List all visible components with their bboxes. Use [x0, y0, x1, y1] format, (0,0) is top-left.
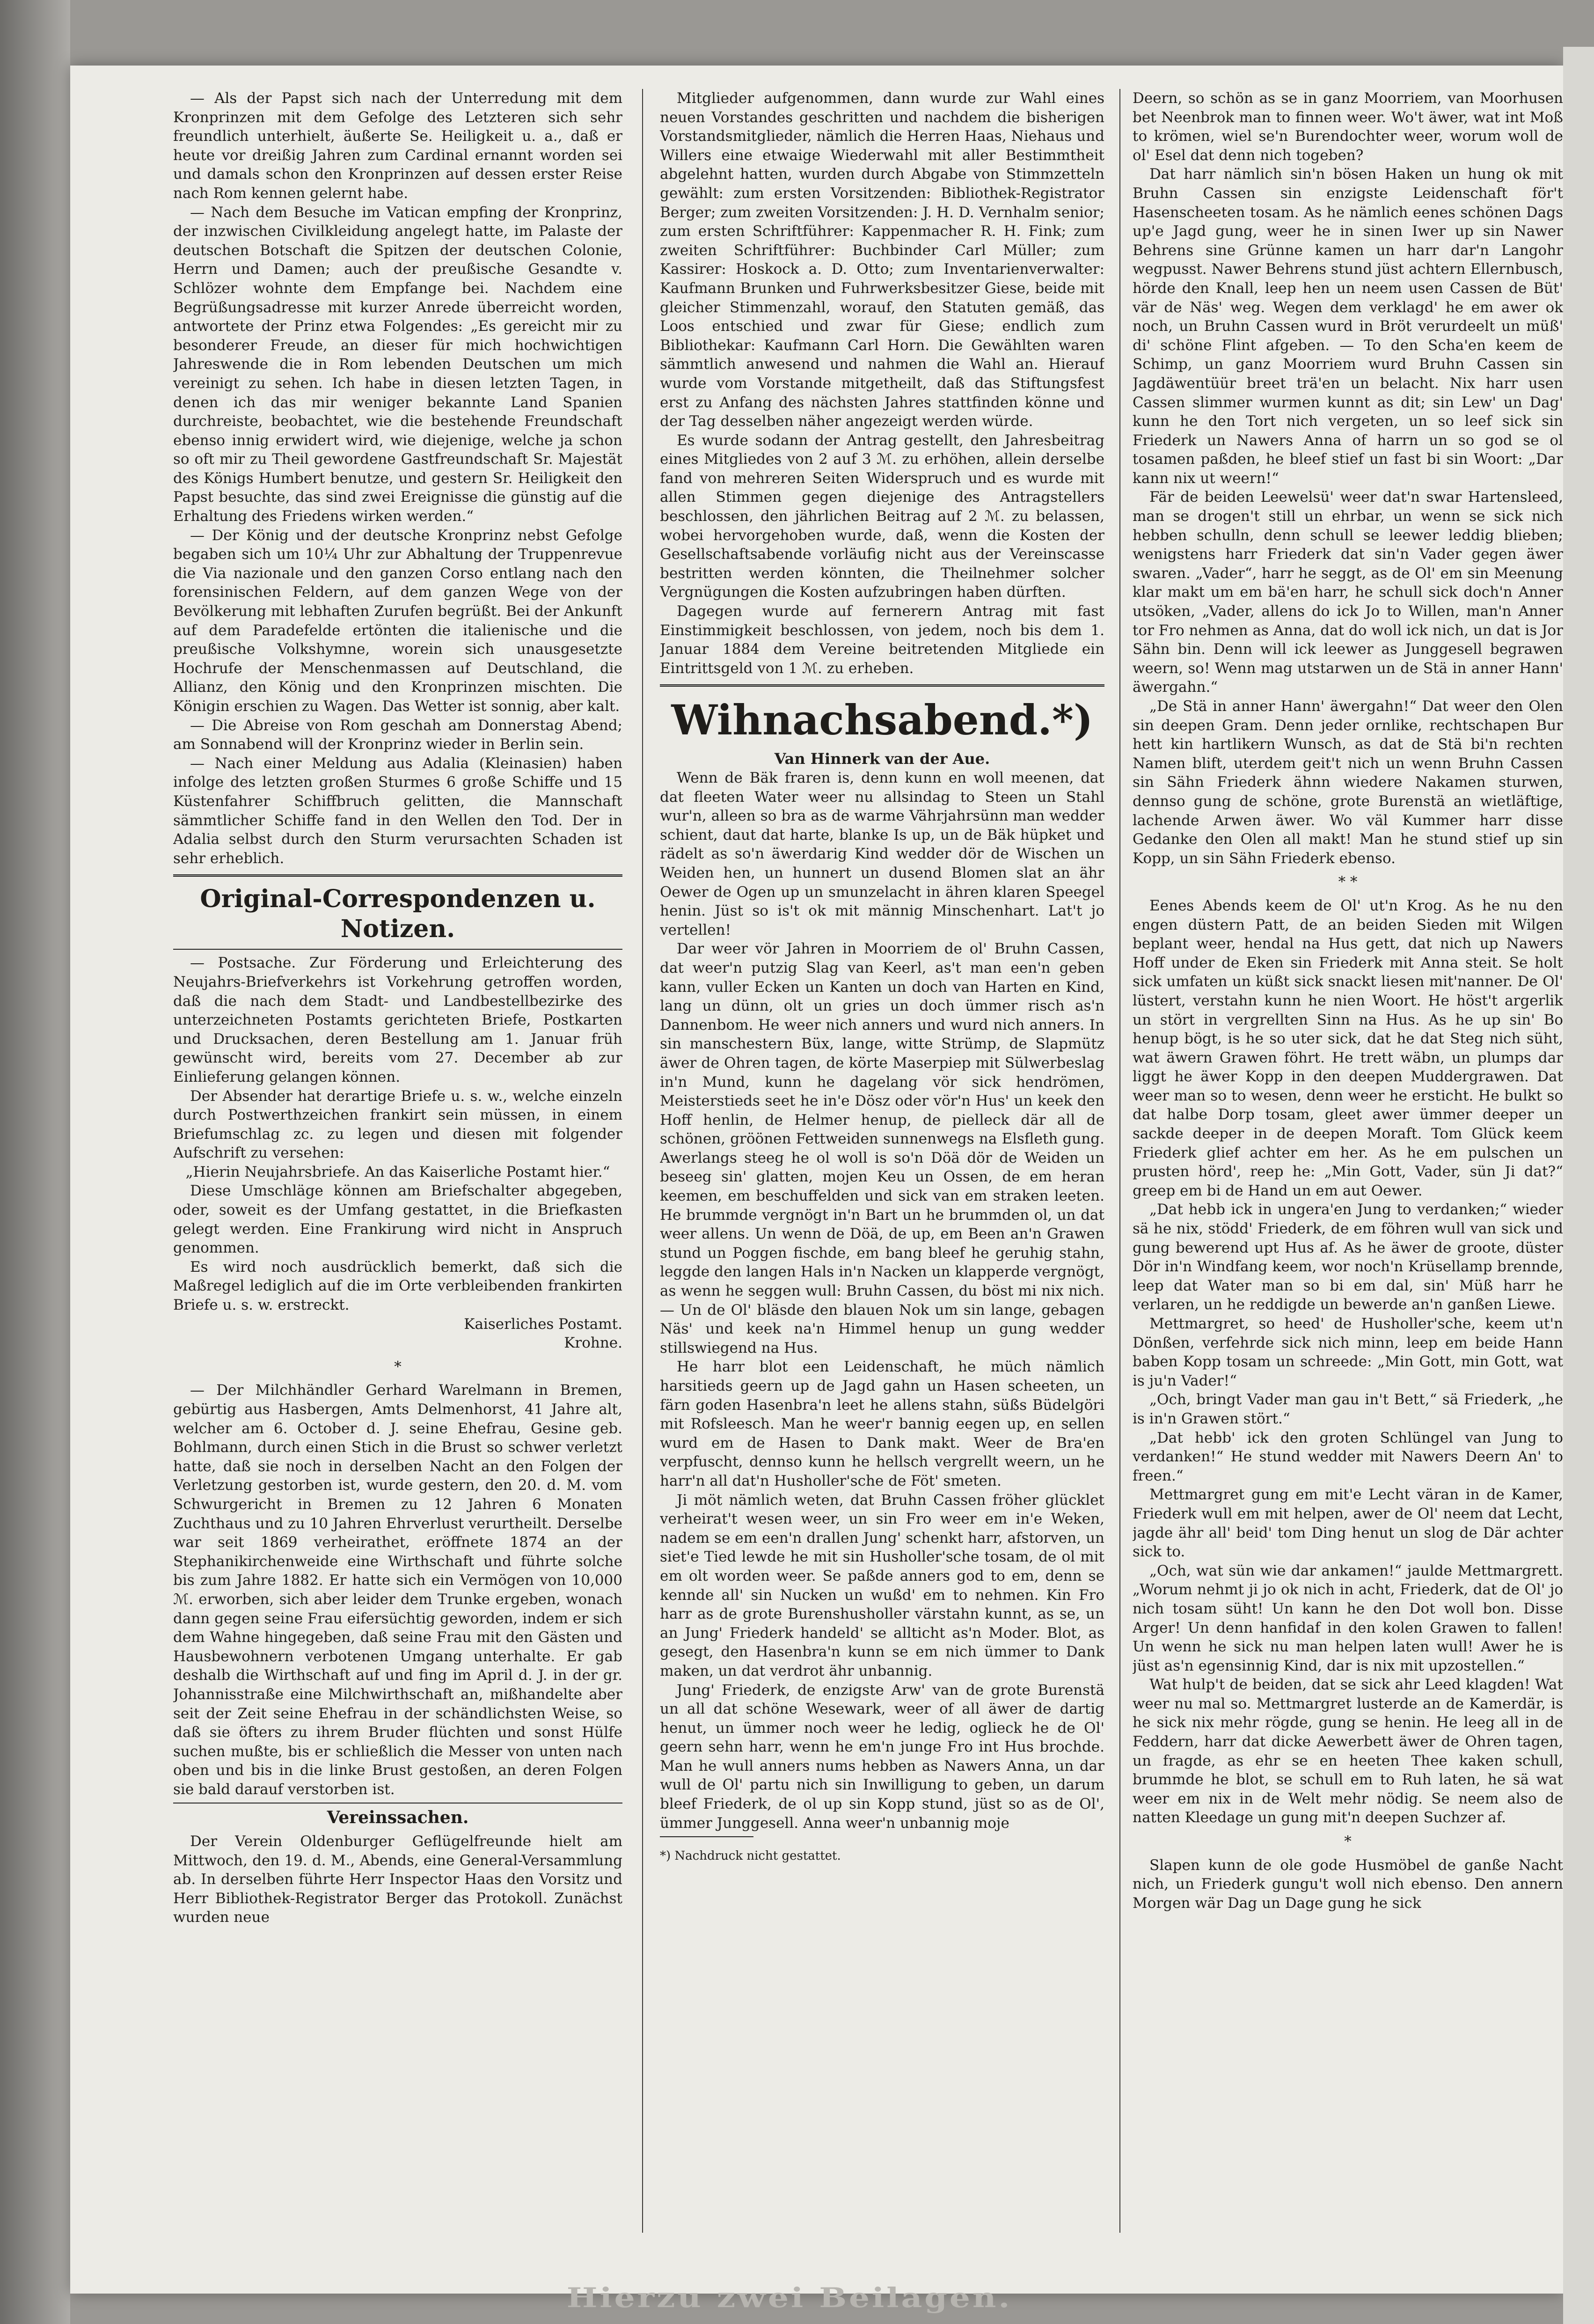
next-page-edge: [1563, 47, 1594, 2324]
show-through-text: Hierzu zwei Beilagen.: [566, 2282, 1012, 2314]
separator-stars: * *: [1338, 873, 1358, 891]
signature-name: Krohne.: [564, 1334, 622, 1352]
paragraph: — Der Milchhändler Gerhard Warelmann in Bremen, gebürtig aus Hasbergen, Amts Delmenhorst, 41 Jahre alt, welcher am 6. October d. J. seine Ehefrau, Gesine geb. Bohlmann, durch einen Stich in die Brust so schwer verletzt hatte, daß sie noch in derselben Nacht an den Folgen der Verletzung gestorben ist, wurde gestern, den 20. d. M. vom Schwurgericht in Bremen zu 12 Jahren 6 Monaten Zuchthaus und zu 10 Jahren Ehrverlust verurtheilt. Derselbe war seit 1869 verheirathet, eröffnete 1874 an der Stephanikirchenweide eine Wirthschaft und führte solche bis zum Jahre 1882. Er hatte sich ein Vermögen von 10,000 ℳ. erworben, sich aber leider dem Trunke ergeben, wonach dann gegen seine Frau eifersüchtig geworden, indem er sich dem Wahne hingegeben, daß seine Frau mit den Gästen und Hausbewohnern verbotenen Umgang unterhalte. Er gab deshalb die Wirthschaft auf und fing im April d. J. in der gr. Johannisstraße eine Milchwirthschaft an, mißhandelte aber seit der Zeit seine Ehefrau in der schändlichsten Weise, so daß sie öfters zu ihrem Bruder flüchten und sonst Hülfe suchen mußte, bis er schließlich die Messer von unten nach oben und bis in die linke Brust gestoßen, an deren Folgen sie bald darauf verstorben ist.: [173, 1382, 622, 1798]
paragraph: Mettmargret, so heed' de Husholler'sche, keem ut'n Dönßen, verfehrde sick nich minn, leep em beide Hann baben Kopp tosam un schreede: „Min Gott, min Gott, wat is ju'n Vader!“: [1133, 1315, 1563, 1389]
section-heading: Original-Correspondenzen u. Notizen.: [200, 885, 596, 944]
paragraph: — Der König und der deutsche Kronprinz nebst Gefolge begaben sich um 10¼ Uhr zur Abhaltung der Truppenrevue die Via nazionale und den ganzen Corso entlang nach den forensinischen Feldern, auf dem ganzen Wege von der Bevölkerung mit lebhaften Zurufen begrüßt. Bei der Ankunft auf dem Paradefelde ertönten die italienische und die preußische Volkshymne, worein sich unausgesetzte Hochrufe der Menschenmassen auf Deutschland, die Allianz, den König und den Kronprinzen mischten. Die Königin erschien zu Wagen. Das Wetter ist sonnig, aber kalt.: [173, 527, 622, 715]
paragraph: Dar weer vör Jahren in Moorriem de ol' Bruhn Cassen, dat weer'n putzig Slag van Keerl, as't man een'n geben kann, vuller Ecken un Kanten un doch van Harten en Kind, lang un dünn, olt un gries un doch ümmer risch as'n Dannenbom. He weer nich anners und wurd nich anners. In sin manschestern Büx, lange, witte Strümp, de Slapmütz äwer de Ohren tagen, de körte Maserpiep mit Sülwerbeslag in'n Mund, kunn he dagelang vör sick hendrömen, Meisterstieds seet he in'e Dösz oder vör'n Hus' un keek den Hoff henlin, de Helmer henup, de pielleck där all de schönen, gröönen Fettweiden sunnenwegs na Elsfleth gung. Awerlangs steeg he ol woll is so'n Döä dör de Weiden un beseeg sin' glatten, mojen Keu un Ossen, de em heran keemen, em beschuffelden und sick van em straken leeten. He brummde vergnögt in'n Bart un he brummden ol, un dat weer allens. Un wenn de Döä, de up, em Been an'n Grawen stund un Poggen fischde, em bang bleef he geruhig stahn, leggde den langen Hals in'n Nacken un klapperde vergnögt, as wenn he seggen wull: Bruhn Cassen, du böst mi nix nich. — Un de Ol' bläsde den blauen Nok um sin lange, gebagen Näs' und keek na'n Himmel henup un gung wedder stillswiegend na Hus.: [660, 940, 1104, 1356]
footnote: *) Nachdruck nicht gestattet.: [660, 1849, 841, 1863]
story-byline: Van Hinnerk van der Aue.: [774, 750, 990, 768]
signature-office: Kaiserliches Postamt.: [464, 1315, 622, 1333]
column-1: [173, 89, 622, 2237]
paragraph: Slapen kunn de ole gode Husmöbel de ganße Nacht nich, un Friederk gungu't woll nich ebenso. Den annern Morgen wär Dag un Dage gung he sick: [1133, 1856, 1563, 1912]
column-rule-1: [642, 89, 643, 2233]
paragraph: Dagegen wurde auf fernerern Antrag mit fast Einstimmigkeit beschlossen, von jedem, noch bis dem 1. Januar 1884 dem Vereine beitretenden Mitgliede ein Eintrittsgeld von 1 ℳ. zu erheben.: [660, 603, 1104, 677]
paragraph: Ji möt nämlich weten, dat Bruhn Cassen fröher glücklet verheirat't wesen weer, un sin Fro weer em in'e Weken, nadem se em een'n drallen Jung' schenkt harr, afstorven, un siet'e Tied lewde he mit sin Husholler'sche tosam, de ol mit em olt worden weer. Se paßde anners god to em, denn se kennde all' sin Nucken un wußd' em to nehmen. Kin Fro harr as de grote Burenshusholler värstahn kunnt, as se, un an Jung' Friederk handeld' se allticht as'n Moder. Blot, as gesegt, den Hasenbra'n kunn se em nich ümmer to Dank maken, un dat verdrot ähr unbannig.: [660, 1491, 1104, 1679]
paragraph: Jung' Friederk, de enzigste Arw' van de grote Burenstä un all dat schöne Wesewark, weer of all äwer de dartig henut, un ümmer noch weer he ledig, oglieck he de Ol' geern sehn harr, wenn he em'n junge Fro int Hus brochde. Man he wull anners nums hebben as Nawers Anna, un dar wull de Ol' partu nich sin Inwilligung to geben, un darum bleef Friederk, de ol up sin Kopp stund, jüst so as de Ol', ümmer Junggesell. Anna weer'n unbannig moje: [660, 1681, 1104, 1832]
paragraph: Mitglieder aufgenommen, dann wurde zur Wahl eines neuen Vorstandes geschritten und nachdem die bisherigen Vorstandsmitglieder, nämlich die Herren Haas, Niehaus und Willers eine etwaige Wiederwahl mit aller Bestimmtheit abgelehnt hatten, wurden durch Abgabe von Stimmzetteln gewählt: zum ersten Vorsitzenden: Bibliothek-Registrator Berger; zum zweiten Vorsitzenden: J. H. D. Vernhalm senior; zum ersten Schriftführer: Kappenmacher R. H. Fink; zum zweiten Schriftführer: Buchbinder Carl Müller; zum Kassirer: Hoskock a. D. Otto; zum Inventarienverwalter: Kaufmann Brunken und Fuhrwerksbesitzer Giese, beide mit gleicher Stimmenzahl, worauf, den Statuten gemäß, das Loos entschied und zwar für Giese; endlich zum Bibliothekar: Kaufmann Carl Horn. Die Gewählten waren sämmtlich anwesend und nahmen die Wahl an. Hierauf wurde vom Vorstande mitgetheilt, daß das Stiftungsfest erst zu Anfang des nächsten Jahres stattfinden könne und der Tag desselben näher angezeigt werden würde.: [660, 90, 1104, 430]
section-heading: Vereinssachen.: [327, 1808, 469, 1828]
paragraph: „De Stä in anner Hann' äwergahn!“ Dat weer den Olen sin deepen Gram. Denn jeder ornlike, rechtschapen Bur hett kin hartlikern Wunsch, as dat de Stä bi'n rechten Namen blift, uterdem geit't nich un wenn Bruhn Cassen sin Sähn Friederk ähnn wiedere Nakamen sturwen, dennso gung de schöne, grote Burenstä an wietläftige, lachende Arwen äwer. Wo väl Kummer harr disse Gedanke den Olen all makt! Man he stund stief up sin Kopp, un sin Sähn Friederk ebenso.: [1133, 698, 1563, 867]
paragraph: — Die Abreise von Rom geschah am Donnerstag Abend; am Sonnabend will der Kronprinz wieder in Berlin sein.: [173, 717, 622, 753]
story-title: Wihnachsabend.*): [671, 696, 1093, 745]
separator-star: *: [1344, 1833, 1352, 1850]
paragraph: „Dat hebb ick in ungera'en Jung to verdanken;“ wieder sä he nix, stödd' Friederk, de em föhren wull van sick und gung bewerend upt Hus af. As he äwer de groote, düster Dör in'n Windfang keem, wor noch'n Krüsellamp brennde, leep dat Water man so bi em dal, sin' Müß harr he verlaren, un he reddigde un bewerde an'n ganßen Liewe.: [1133, 1201, 1563, 1313]
column-2: [660, 89, 1104, 2120]
paragraph: „Och, wat sün wie dar ankamen!“ jaulde Mettmargrett. „Worum nehmt ji jo ok nich in acht, Friederk, dat de Ol' jo nich tosam süht! Un kann he den Dot woll bon. Disse Arger! Un denn hanfidaf in den kolen Grawen to fallen! Un wenn he sick nu man helpen laten wull! Awer he is jüst as'n egensinnig Kind, dar is nix mit upzostellen.“: [1133, 1562, 1563, 1674]
section-divider: [173, 874, 622, 877]
section-divider: [660, 684, 1104, 687]
paragraph: Es wurde sodann der Antrag gestellt, den Jahresbeitrag eines Mitgliedes von 2 auf 3 ℳ. zu erhöhen, allein derselbe fand von mehreren Seiten Widerspruch und es wurde mit allen Stimmen gegen diejenige des Antragstellers beschlossen, den jährlichen Beitrag auf 2 ℳ. zu belassen, wobei hervorgehoben wurde, daß, wenn die Kosten der Gesellschaftsabende vorläufig nicht aus der Vereinscasse bestritten werden könnten, die Theilnehmer solcher Vergnügungen die Kosten aufzubringen haben dürften.: [660, 432, 1104, 601]
paragraph: — Nach dem Besuche im Vatican empfing der Kronprinz, der inzwischen Civilkleidung angelegt hatte, im Palaste der deutschen Botschaft die Spitzen der deutschen Colonie, Herrn und Damen; auch der preußische Gesandte v. Schlözer wohnte dem Empfange bei. Nachdem eine Begrüßungsadresse mit kurzer Anrede überreicht worden, antwortete der Prinz etwa Folgendes: „Es gereicht mir zu besonderer Freude, an dieser für mich hochwichtigen Jahreswende die in Rom lebenden Deutschen um mich vereinigt zu sehen. Ich habe in diesen letzten Tagen, in denen ich das mir weniger bekannte Land Spanien durchreiste, beobachtet, wie die bestehende Freundschaft ebenso innig erwidert wird, wie diejenige, welche ja schon so oft mir zu Theil gewordene Gastfreundschaft Sr. Majestät des Königs Humbert benutze, und gestern Sr. Heiligkeit den Papst besuchte, das sind zwei Ereignisse die günstig auf die Erhaltung des Friedens wirken werden.“: [173, 204, 622, 525]
paragraph: Wat hulp't de beiden, dat se sick ahr Leed klagden! Wat weer nu mal so. Mettmargret lusterde an de Kamerdär, is he sick nix mehr rögde, gung se henin. He leeg all in de Feddern, harr dat dicke Aewerbett äwer de Ohren tagen, un fragde, as ehr se en heeten Thee kaken schull, brummde he blot, se schull em to Ruh laten, he sä wat weer em nix in de Welt mehr nödig. Se neem also de natten Kleedage un gung mit'n deepen Suchzer af.: [1133, 1676, 1563, 1826]
address-quote: „Hierin Neujahrsbriefe. An das Kaiserliche Postamt hier.“: [185, 1163, 610, 1180]
paragraph: Deern, so schön as se in ganz Moorriem, van Moorhusen bet Neenbrok man to finnen weer. Wo't äwer, wat int Moß to krömen, wiel se'n Burendochter weer, worum woll de ol' Esel dat denn nich togeben?: [1133, 90, 1563, 164]
paragraph: Mettmargret gung em mit'e Lecht väran in de Kamer, Friederk wull em mit helpen, awer de Ol' neem dat Lecht, jagde ähr all' beid' tom Ding henut un slog de Där achter sick to.: [1133, 1486, 1563, 1561]
paragraph: — Nach einer Meldung aus Adalia (Kleinasien) haben infolge des letzten großen Sturmes 6 große Schiffe und 15 Küstenfahrer Schiffbruch gelitten, die Mannschaft sämmtlicher Schiffe fand in den Wellen den Tod. Der in Adalia selbst durch den Sturm verursachten Schaden ist sehr erheblich.: [173, 755, 622, 867]
paragraph: Es wird noch ausdrücklich bemerkt, daß sich die Maßregel lediglich auf die im Orte verbleibenden frankirten Briefe u. s. w. erstreckt.: [173, 1258, 622, 1314]
paragraph: Diese Umschläge können am Briefschalter abgegeben, oder, soweit es der Umfang gestattet, in die Briefkasten gelegt werden. Eine Frankirung wird nicht in Anspruch genommen.: [173, 1182, 622, 1257]
column-3: [1133, 89, 1563, 2223]
section-divider: [173, 949, 622, 950]
paragraph: Der Absender hat derartige Briefe u. s. w., welche einzeln durch Postwerthzeichen frankirt sein müssen, in einem Briefumschlag zc. zu legen und diesen mit folgender Aufschrift zu versehen:: [173, 1087, 622, 1162]
column-rule-2: [1119, 89, 1120, 2233]
book-gutter-shadow: [0, 0, 70, 2324]
paragraph: He harr blot een Leidenschaft, he müch nämlich harsitieds geern up de Jagd gahn un Hasen scheeten, un färn goden Hasenbra'n leet he allens stahn, süßs Büdelgöri mit Rofsleesch. Man he weer'r bannig eegen up, en sellen wurd em de Hasen to Dank makt. Weer de Bra'en verpfuscht, dennso kunn he hellsch vergrellt weern, un he harr'n all dat'n Husholler'sche de Föt' smeten.: [660, 1358, 1104, 1489]
paragraph: — Als der Papst sich nach der Unterredung mit dem Kronprinzen mit dem Gefolge des Letzteren sich sehr freundlich unterhielt, äußerte Se. Heiligkeit u. a., daß er heute vor dreißig Jahren zum Cardinal ernannt worden sei und damals schon den Kronprinzen auf dessen erster Reise nach Rom kennen gelernt habe.: [173, 90, 622, 202]
paragraph: Der Verein Oldenburger Geflügelfreunde hielt am Mittwoch, den 19. d. M., Abends, eine General-Versammlung ab. In derselben führte Herr Inspector Haas den Vorsitz und Herr Bibliothek-Registrator Berger das Protokoll. Zunächst wurden neue: [173, 1833, 622, 1926]
paragraph: Fär de beiden Leewelsü' weer dat'n swar Hartensleed, man se drogen't still un ehrbar, un wenn se sick nich hebben schulln, denn schull se leewer leddig blieben; wenigstens harr Friederk dat sin'n Vader gegen äwer swaren. „Vader“, harr he seggt, as de Ol' em sin Meenung klar makt um em bä'en harr, he schull sick doch'n Anner utsöken, „Vader, allens do ick Jo to Willen, man'n Anner tor Fro nehmen as Anna, dat do woll ick nich, un dat is Jor Sähn bin. Denn will ick leewer as Junggesell begrawen weern, so! Wenn mag utstarwen un de Stä in anner Hann' äwergahn.“: [1133, 489, 1563, 696]
paragraph: „Och, bringt Vader man gau in't Bett,“ sä Friederk, „he is in'n Grawen stört.“: [1133, 1391, 1563, 1427]
paragraph: — Postsache. Zur Förderung und Erleichterung des Neujahrs-Briefverkehrs ist Vorkehrung getroffen worden, daß die nach dem Stadt- und Landbestellbezirke des unterzeichneten Postamts gerichteten Briefe, Postkarten und Drucksachen, deren Bestellung am 1. Januar früh gewünscht wird, bereits vom 27. December ab zur Einlieferung gelangen können.: [173, 954, 622, 1085]
separator-star: *: [394, 1358, 402, 1375]
paragraph: Wenn de Bäk fraren is, denn kunn en woll meenen, dat dat fleeten Water weer nu allsindag to Steen un Stahl wur'n, alleen so bra as de warme Vährjahrsünn man wedder schient, daut dat harte, blanke Is up, un de Bäk hüpket und rädelt as so'n äwerdarig Kind wedder dör de Wischen un Weiden hen, un hunnert un dusend Blomen slat an ähr Oewer de Ogen up un smunzelacht in ähren klaren Speegel henin. Jüst so is't ok mit männig Minschenhart. Lat't jo vertellen!: [660, 770, 1104, 938]
paragraph: Eenes Abends keem de Ol' ut'n Krog. As he nu den engen düstern Patt, de an beiden Sieden mit Wilgen beplant weer, hendal na Hus gett, dat nich up Nawers Hoff under de Eken sin Friederk mit Anna steit. Se holt sick umfaten un küßt sick snackt liesen mit'nanner. De Ol' lüstert, verstahn kunn he nien Woort. He höst't argerlik un stört in vergrellten Sinn na Hus. As he up sin' Bo henup bögt, is he so uter sick, dat he dat Steg nich süht, wat äwern Grawen föhrt. He trett wäbn, un plumps dar liggt he äwer Kopp in den deepen Muddergrawen. Dat weer man so to wesen, denn weer he ersticht. He bulkt so dat halbe Dorp tosam, gleet awer ümmer deeper un sackde deeper in de deepen Moraft. Tom Glück keem Friederk glief achter em her. As he em pulschen un prusten hörd', reep he: „Min Gott, Vader, sün Ji dat?“ greep em bi de Hand un em aut Oewer.: [1133, 897, 1563, 1199]
paragraph: Dat harr nämlich sin'n bösen Haken un hung ok mit Bruhn Cassen sin enzigste Leidenschaft för't Hasenscheeten tosam. As he nämlich eenes schönen Dags up'e Jagd gung, weer he in sinen Iwer up sin Nawer Behrens sine Grünne kamen un harr dar'n Langohr wegpusst. Nawer Behrens stund jüst achtern Ellernbusch, hörde den Knall, leep hen un neem usen Cassen de Büt' vär de Näs' weg. Wegen dem verklagd' he em awer ok noch, un Bruhn Cassen wurd in Bröt verurdeelt un müß' di' schöne Flint afgeben. — To den Scha'en keem de Schimp, un ganz Moorriem wurd Bruhn Cassen sin Jagdäwentüür breet trä'en un belacht. Nix harr usen Cassen slimmer wurmen kunnt as dit; sin Lew' un Dag' kunn he den Tort nich vergeten, un so leef sick sin Friederk un Nawers Anna of harrn un so god se ol tosamen paßden, he bleef stief un fast bi sin Woort: „Dar kann nix ut weern!“: [1133, 166, 1563, 487]
paragraph: „Dat hebb' ick den groten Schlüngel van Jung to verdanken!“ He stund wedder mit Nawers Deern An' to freen.“: [1133, 1429, 1563, 1484]
footnote-rule: [660, 1836, 753, 1837]
